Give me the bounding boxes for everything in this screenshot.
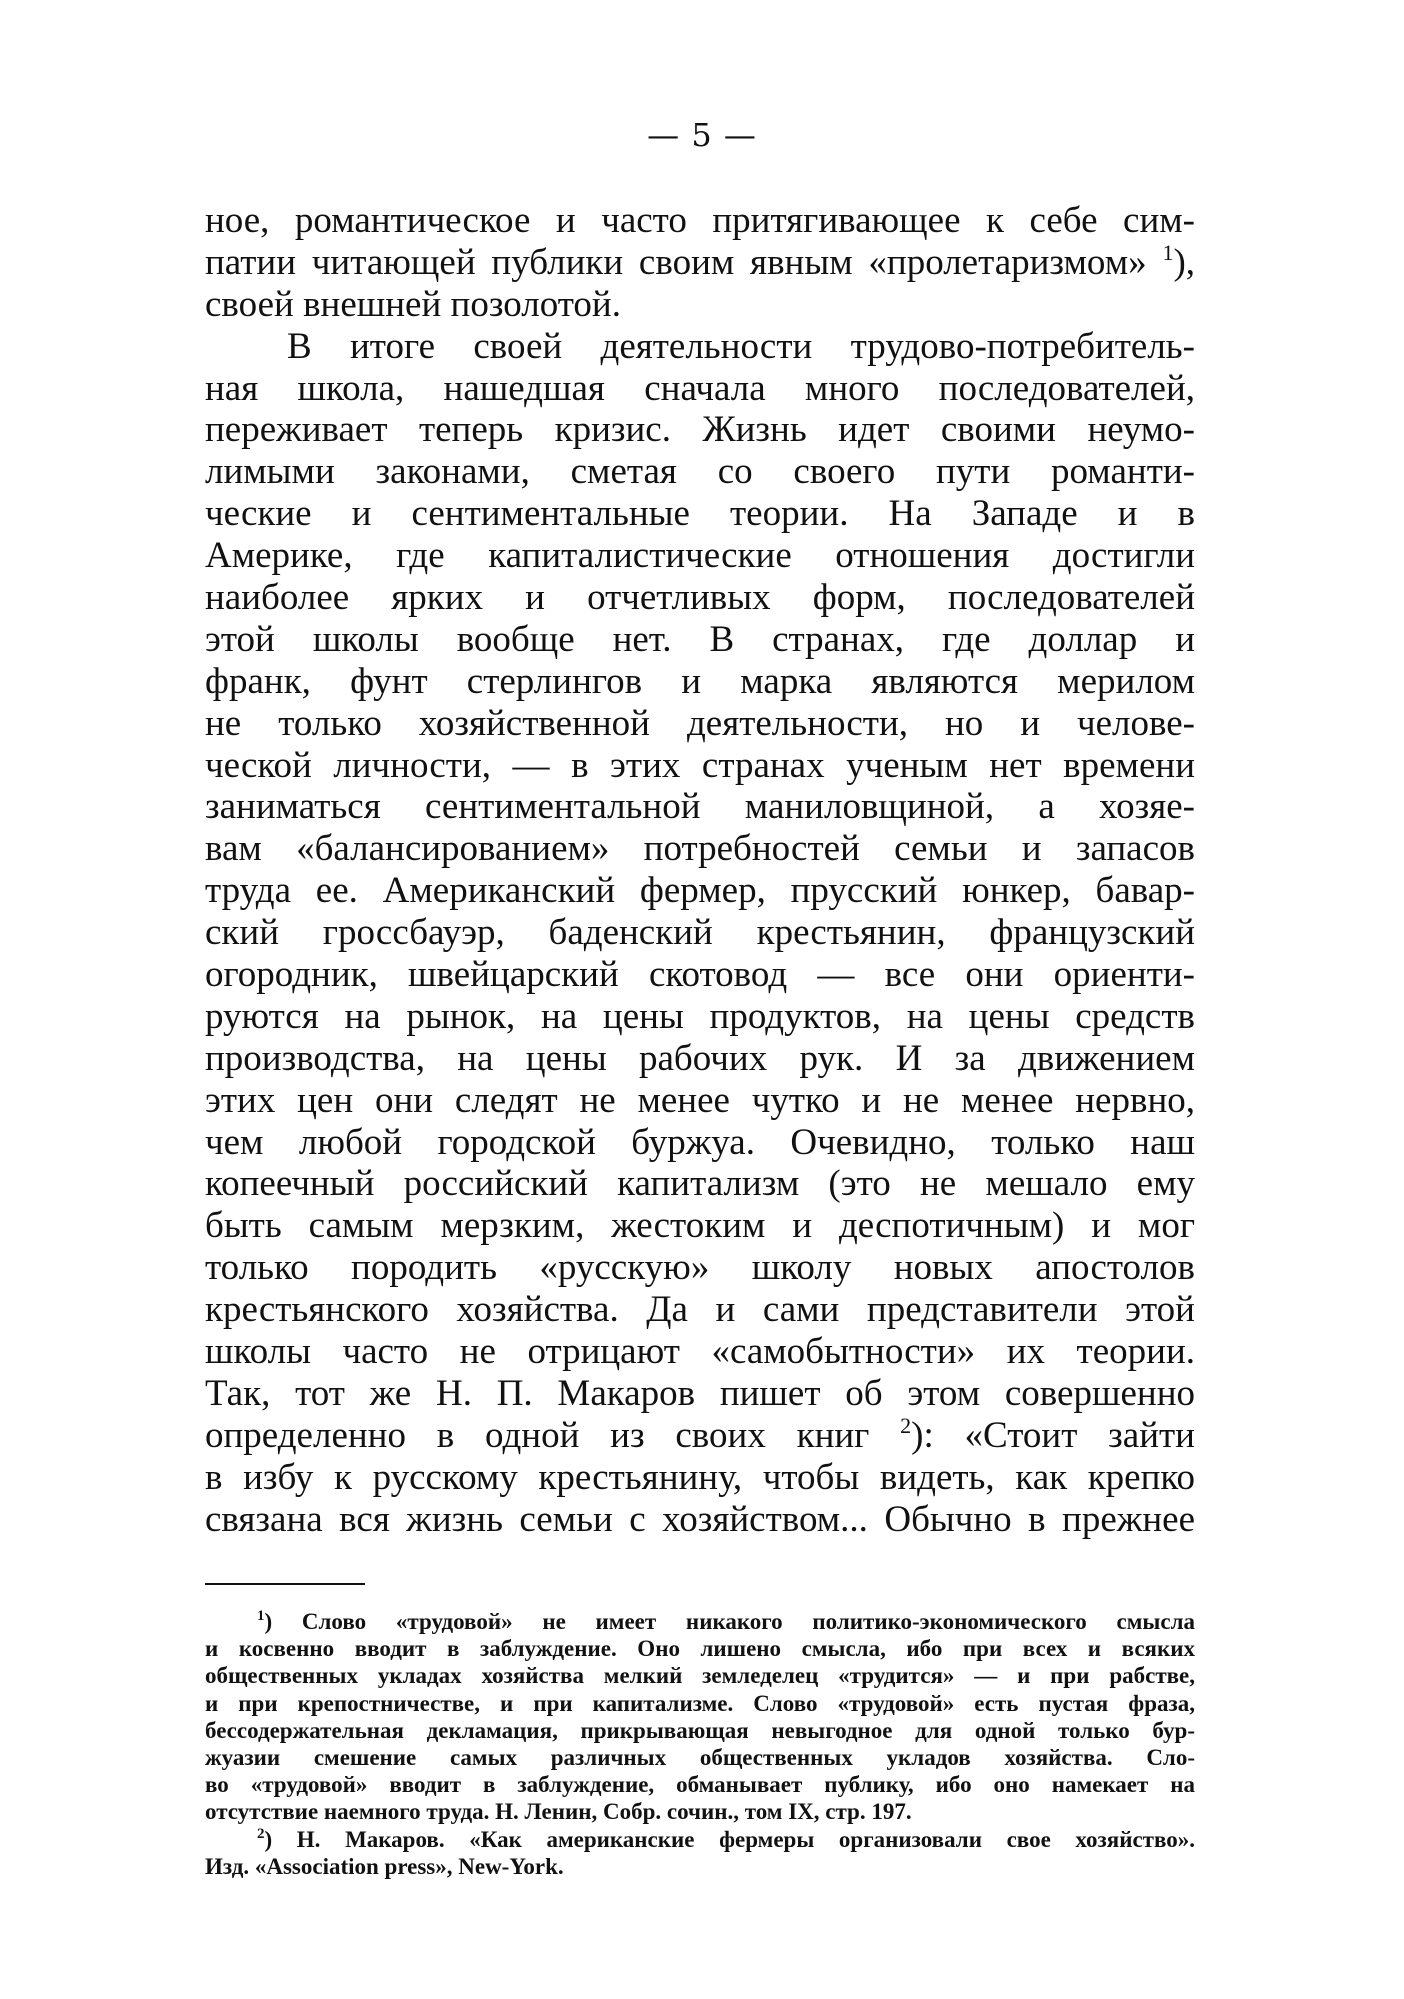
body-line-text: патии читающей публики своим явным «пролетаризмом» <box>205 241 1147 283</box>
body-line: Америке, где капиталистические отношения достигли <box>205 535 1195 577</box>
body-line: копеечный российский капитализм (это не мешало ему <box>205 1163 1195 1205</box>
body-line: этой школы вообще нет. В странах, где доллар и <box>205 618 1195 660</box>
body-line <box>205 239 1196 284</box>
body-line: своей внешней позолотой. <box>205 283 621 325</box>
footnote-line-text: ) Н. Макаров. «Как американские фермеры организовали свое хозяйство». <box>264 1826 1195 1852</box>
footnote-line: общественных укладах хозяйства мелкий земледелец «трудится» — и при рабстве, <box>205 1663 1195 1689</box>
footnote-ref: 2 <box>900 1412 912 1438</box>
body-line: производства, на цены рабочих рук. И за движением <box>205 1037 1195 1079</box>
footnote-line: и косвенно вводит в заблуждение. Оно лишено смысла, ибо при всех и всяких <box>205 1636 1195 1662</box>
body-line-tail: ), <box>1173 241 1196 283</box>
footnote-line <box>205 1826 1195 1853</box>
main-text <box>205 200 1195 1541</box>
footnotes <box>205 1608 1195 1880</box>
body-line: связана вся жизнь семьи с хозяйством... Обычно в прежнее <box>205 1498 1195 1540</box>
footnote-marker: 2 <box>257 1825 265 1842</box>
body-line: в избу к русскому крестьянину, чтобы видеть, как крепко <box>205 1456 1195 1498</box>
footnote-line: жуазии смешение самых различных общественных укладов хозяйства. Сло- <box>205 1744 1195 1770</box>
footnote-ref: 1 <box>1162 239 1174 265</box>
body-line: заниматься сентиментальной маниловщиной, а хозяе- <box>205 786 1195 828</box>
footnote-line <box>205 1608 1195 1635</box>
footnote-line: бессодержательная декламация, прикрывающая невыгодное для одной только бур- <box>205 1717 1195 1743</box>
body-line: ное, романтическое и часто притягивающее к себе сим- <box>205 200 1195 241</box>
body-line: переживает теперь кризис. Жизнь идет своими неумо- <box>205 409 1195 451</box>
body-line: крестьянского хозяйства. Да и сами представители этой <box>205 1289 1195 1331</box>
body-line: чем любой городской буржуа. Очевидно, только наш <box>205 1121 1195 1163</box>
body-line-text: определенно в одной из своих книг <box>205 1414 870 1456</box>
body-line <box>205 1412 1195 1457</box>
footnote-marker: 1 <box>257 1608 265 1624</box>
body-line: не только хозяйственной деятельности, но и челове- <box>205 702 1195 744</box>
body-line: этих цен они следят не менее чутко и не менее нервно, <box>205 1079 1195 1121</box>
body-line-tail: ): «Стоит зайти <box>911 1414 1195 1456</box>
footnote-line: Изд. «Association press», New-York. <box>205 1853 564 1879</box>
body-line: огородник, швейцарский скотовод — все они ориенти- <box>205 954 1195 996</box>
body-line: франк, фунт стерлингов и марка являются мерилом <box>205 660 1195 702</box>
body-line: труда ее. Американский фермер, прусский юнкер, бавар- <box>205 870 1195 912</box>
body-line: быть самым мерзким, жестоким и деспотичным) и мог <box>205 1205 1195 1247</box>
body-line: ная школа, нашедшая сначала много последователей, <box>205 367 1195 409</box>
footnote-line: и при крепостничестве, и при капитализме. Слово «трудовой» есть пустая фраза, <box>205 1690 1195 1716</box>
body-line: только породить «русскую» школу новых апостолов <box>205 1247 1195 1289</box>
footnote-line: отсутствие наемного труда. Н. Ленин, Собр. сочин., том IX, стр. 197. <box>205 1799 912 1825</box>
body-line: наиболее ярких и отчетливых форм, последователей <box>205 577 1195 619</box>
body-line: ский гроссбауэр, баденский крестьянин, французский <box>205 912 1195 954</box>
footnote-divider <box>205 1583 365 1585</box>
body-line: вам «балансированием» потребностей семьи и запасов <box>205 828 1195 870</box>
body-line: В итоге своей деятельности трудово-потребитель- <box>287 325 1195 367</box>
body-line: Так, тот же Н. П. Макаров пишет об этом совершенно <box>205 1372 1195 1414</box>
body-line: лимыми законами, сметая со своего пути романти- <box>205 451 1195 493</box>
body-line: школы часто не отрицают «самобытности» их теории. <box>205 1331 1195 1373</box>
body-line: ческие и сентиментальные теории. На Западе и в <box>205 493 1195 535</box>
page-number: — 5 — <box>647 116 757 154</box>
footnote-line-text: ) Слово «трудовой» не имеет никакого политико-экономического смысла <box>264 1609 1195 1634</box>
body-line: руются на рынок, на цены продуктов, на цены средств <box>205 995 1195 1037</box>
footnote-line: во «трудовой» вводит в заблуждение, обманывает публику, ибо оно намекает на <box>205 1772 1195 1798</box>
body-line: ческой личности, — в этих странах ученым нет времени <box>205 744 1195 786</box>
